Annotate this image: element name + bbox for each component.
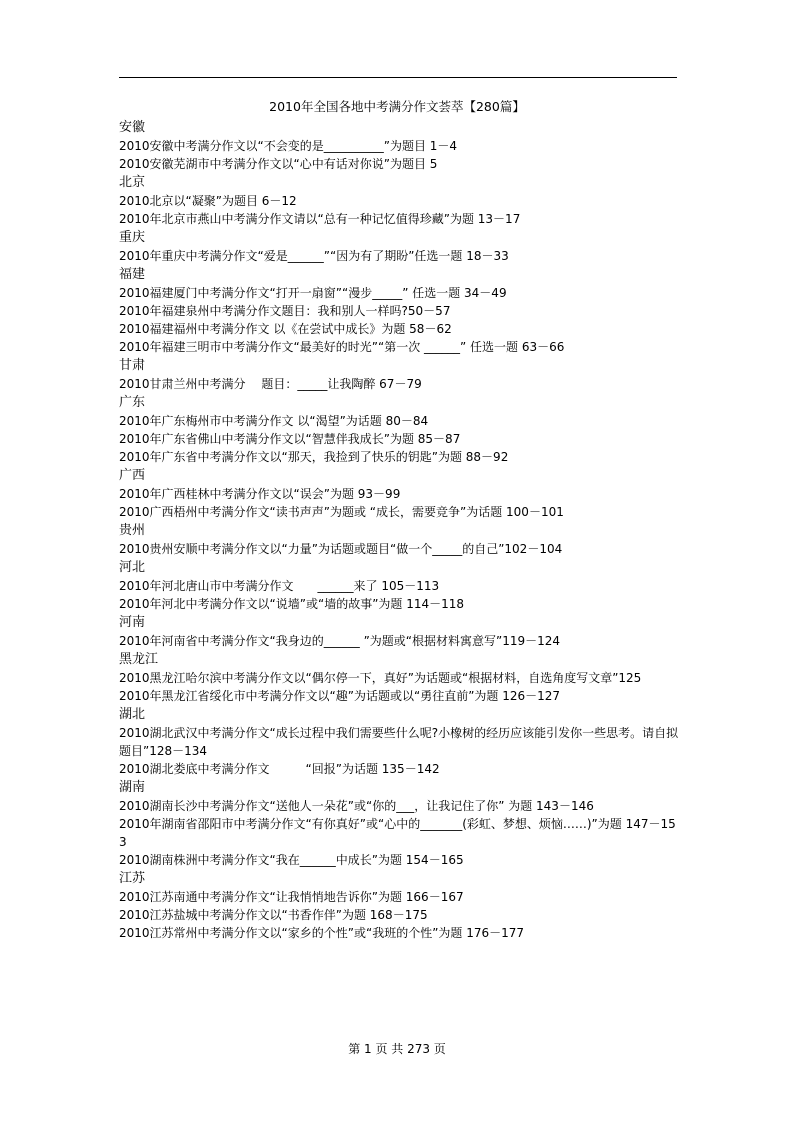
toc-entry: 2010安徽中考满分作文以“不会变的是__________”为题目 1－4 bbox=[119, 139, 458, 153]
toc-entry: 2010年广东梅州市中考满分作文 以“渴望”为话题 80－84 bbox=[119, 414, 429, 428]
region-heading: 甘肃 bbox=[119, 358, 146, 373]
toc-entry: 2010湖南株洲中考满分作文“我在______中成长”为题 154－165 bbox=[119, 853, 464, 867]
toc-entry: 2010甘肃兰州中考满分 题目：_____让我陶醉 67－79 bbox=[119, 377, 422, 391]
region-heading: 广东 bbox=[119, 395, 146, 410]
toc-entry: 2010福建福州中考满分作文 以《在尝试中成长》为题 58－62 bbox=[119, 322, 452, 336]
toc-entry: 2010年广东省中考满分作文以“那天，我捡到了快乐的钥匙”为题 88－92 bbox=[119, 450, 509, 464]
toc-entry: 2010江苏常州中考满分作文以“家乡的个性”或“我班的个性”为题 176－177 bbox=[119, 926, 525, 940]
toc-entry: 2010湖北武汉中考满分作文“成长过程中我们需要些什么呢?小橡树的经历应该能引发你一些思考。请自拟题目”128－134 bbox=[119, 726, 679, 758]
page-footer: 第 1 页 共 273 页 bbox=[348, 1042, 446, 1056]
region-heading: 河南 bbox=[119, 615, 146, 630]
region-heading: 湖南 bbox=[119, 780, 146, 795]
toc-entry: 2010年广西桂林中考满分作文以“误会”为题 93－99 bbox=[119, 487, 401, 501]
toc-entry: 2010贵州安顺中考满分作文以“力量”为话题或题目“做一个_____的自己”102－104 bbox=[119, 542, 563, 556]
toc-entry: 2010安徽芜湖市中考满分作文以“心中有话对你说”为题目 5 bbox=[119, 157, 438, 171]
toc-entry: 2010黑龙江哈尔滨中考满分作文以“偶尔停一下，真好”为话题或“根据材料，自选角度写文章”125 bbox=[119, 671, 642, 685]
toc-entry: 2010广西梧州中考满分作文“读书声声”为题或 “成长，需要竞争”为话题 100－101 bbox=[119, 505, 564, 519]
toc-entry: 2010年河北中考满分作文以“说墙”或“墙的故事”为题 114－118 bbox=[119, 597, 465, 611]
toc-entry: 2010年重庆中考满分作文“爱是______”“因为有了期盼”任选一题 18－33 bbox=[119, 249, 509, 263]
toc-entry: 2010北京以“凝聚”为题目 6－12 bbox=[119, 194, 297, 208]
region-heading: 重庆 bbox=[119, 230, 146, 245]
header-rule bbox=[119, 77, 677, 78]
document-title: 2010年全国各地中考满分作文荟萃【280篇】 bbox=[269, 99, 525, 114]
region-heading: 广西 bbox=[119, 468, 146, 483]
toc-entry: 2010年河南省中考满分作文“我身边的______ ”为题或“根据材料寓意写”119－124 bbox=[119, 634, 561, 648]
region-heading: 福建 bbox=[119, 267, 146, 282]
region-heading: 黑龙江 bbox=[119, 652, 159, 667]
toc-entry: 2010江苏南通中考满分作文“让我悄悄地告诉你”为题 166－167 bbox=[119, 890, 464, 904]
region-heading: 河北 bbox=[119, 560, 146, 575]
region-heading: 北京 bbox=[119, 175, 146, 190]
toc-entry: 2010年广东省佛山中考满分作文以“智慧伴我成长”为题 85－87 bbox=[119, 432, 461, 446]
toc-entry: 2010湖南长沙中考满分作文“送他人一朵花”或“你的___，让我记住了你” 为题 143－146 bbox=[119, 799, 594, 813]
toc-entry: 2010年黑龙江省绥化市中考满分作文以“趣”为话题或以“勇往直前”为题 126－127 bbox=[119, 689, 561, 703]
toc-entry: 2010年河北唐山市中考满分作文 ______来了 105－113 bbox=[119, 579, 440, 593]
table-of-contents bbox=[119, 118, 681, 942]
region-heading: 江苏 bbox=[119, 871, 146, 886]
toc-entry: 2010年湖南省邵阳市中考满分作文“有你真好”或“心中的_______(彩虹、梦想、烦恼……)”为题 147－153 bbox=[119, 817, 676, 849]
toc-entry: 2010年北京市燕山中考满分作文请以“总有一种记忆值得珍藏”为题 13－17 bbox=[119, 212, 521, 226]
region-heading: 湖北 bbox=[119, 707, 146, 722]
toc-entry: 2010江苏盐城中考满分作文以“书香作伴”为题 168－175 bbox=[119, 908, 428, 922]
region-heading: 贵州 bbox=[119, 523, 146, 538]
toc-entry: 2010湖北娄底中考满分作文 “回报”为话题 135－142 bbox=[119, 762, 440, 776]
toc-entry: 2010年福建泉州中考满分作文题目：我和别人一样吗?50－57 bbox=[119, 304, 451, 318]
region-heading: 安徽 bbox=[119, 120, 146, 135]
toc-entry: 2010年福建三明市中考满分作文“最美好的时光”“第一次 ______” 任选一题 63－66 bbox=[119, 340, 565, 354]
toc-entry: 2010福建厦门中考满分作文“打开一扇窗”“漫步_____” 任选一题 34－49 bbox=[119, 286, 507, 300]
